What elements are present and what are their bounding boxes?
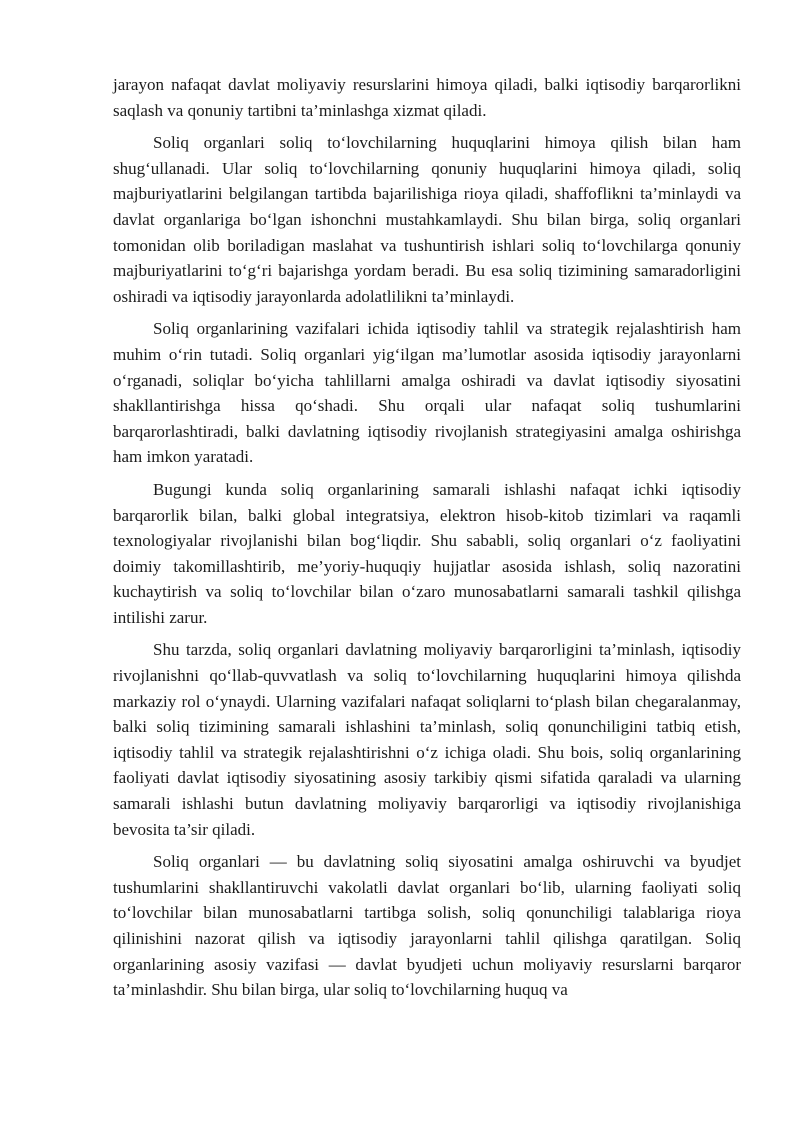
paragraph-taxpayer-rights: Soliq organlari soliq to‘lovchilarning huquqlarini himoya qilish bilan ham shug‘ullanadi. Ular soliq to‘lovchilarning qonuniy huquqlarini himoya qiladi, soliq majburiyatlarini belgilangan tartibda bajarilishiga rioya qiladi, shaffoflikni ta’minlaydi va davlat organlariga bo‘lgan ishonchni mustahkamlaydi. Shu bilan birga, soliq organlari tomonidan olib boriladigan maslahat va tushuntirish ishlari soliq to‘lovchilarga qonuniy majburiyatlarini to‘g‘ri bajarishga yordam beradi. Bu esa soliq tizimining samaradorligini oshiradi va iqtisodiy jarayonlarda adolatlilikni ta’minlaydi. bbox=[113, 133, 741, 306]
document-page bbox=[113, 72, 741, 1010]
paragraph-digital-integration: Bugungi kunda soliq organlarining samarali ishlashi nafaqat ichki iqtisodiy barqarorlik bilan, balki global integratsiya, elektron hisob-kitob tizimlari va raqamli texnologiyalar rivojlanishi bilan bog‘liqdir. Shu sababli, soliq organlari o‘z faoliyatini doimiy takomillashtirib, me’yoriy-huquqiy hujjatlar asosida ishlash, soliq nazoratini kuchaytirish va soliq to‘lovchilar bilan o‘zaro munosabatlarni samarali tashkil qilishga intilishi zarur. bbox=[113, 479, 741, 627]
paragraph-economic-analysis: Soliq organlarining vazifalari ichida iqtisodiy tahlil va strategik rejalashtirish ham muhim o‘rin tutadi. Soliq organlari yig‘ilgan ma’lumotlar asosida iqtisodiy jarayonlarni o‘rganadi, soliqlar bo‘yicha tahlillarni amalga oshiradi va davlat iqtisodiy siyosatini shakllantirishga hissa qo‘shadi. Shu orqali ular nafaqat soliq tushumlarini barqarorlashtiradi, balki davlatning iqtisodiy rivojlanish strategiyasini amalga oshirishga ham imkon yaratadi. bbox=[113, 319, 741, 467]
paragraph-definition: Soliq organlari — bu davlatning soliq siyosatini amalga oshiruvchi va byudjet tushumlarini shakllantiruvchi vakolatli davlat organlari bo‘lib, ularning faoliyati soliq to‘lovchilar bilan munosabatlarni tartibga solish, soliq qonunchiligi talablariga rioya qilinishini nazorat qilish va iqtisodiy jarayonlarni tahlil qilishga qaratilgan. Soliq organlarining asosiy vazifasi — davlat byudjeti uchun moliyaviy resurslarni barqaror ta’minlashdir. Shu bilan birga, ular soliq to‘lovchilarning huquq va bbox=[113, 852, 741, 1000]
paragraph-continued: jarayon nafaqat davlat moliyaviy resurslarini himoya qiladi, balki iqtisodiy barqarorlikni saqlash va qonuniy tartibni ta’minlashga xizmat qiladi. bbox=[113, 75, 741, 120]
paragraph-summary: Shu tarzda, soliq organlari davlatning moliyaviy barqarorligini ta’minlash, iqtisodiy rivojlanishni qo‘llab-quvvatlash va soliq to‘lovchilarning huquqlarini himoya qilishda markaziy rol o‘ynaydi. Ularning vazifalari nafaqat soliqlarni to‘plash bilan chegaralanmay, balki soliq tizimining samarali ishlashini ta’minlash, soliq qonunchiligini tatbiq etish, iqtisodiy tahlil va strategik rejalashtirishni o‘z ichiga oladi. Shu bois, soliq organlarining faoliyati davlat iqtisodiy siyosatining asosiy tarkibiy qismi sifatida qaraladi va ularning samarali ishlashi butun davlatning moliyaviy barqarorligi va iqtisodiy rivojlanishiga bevosita ta’sir qiladi. bbox=[113, 640, 741, 839]
